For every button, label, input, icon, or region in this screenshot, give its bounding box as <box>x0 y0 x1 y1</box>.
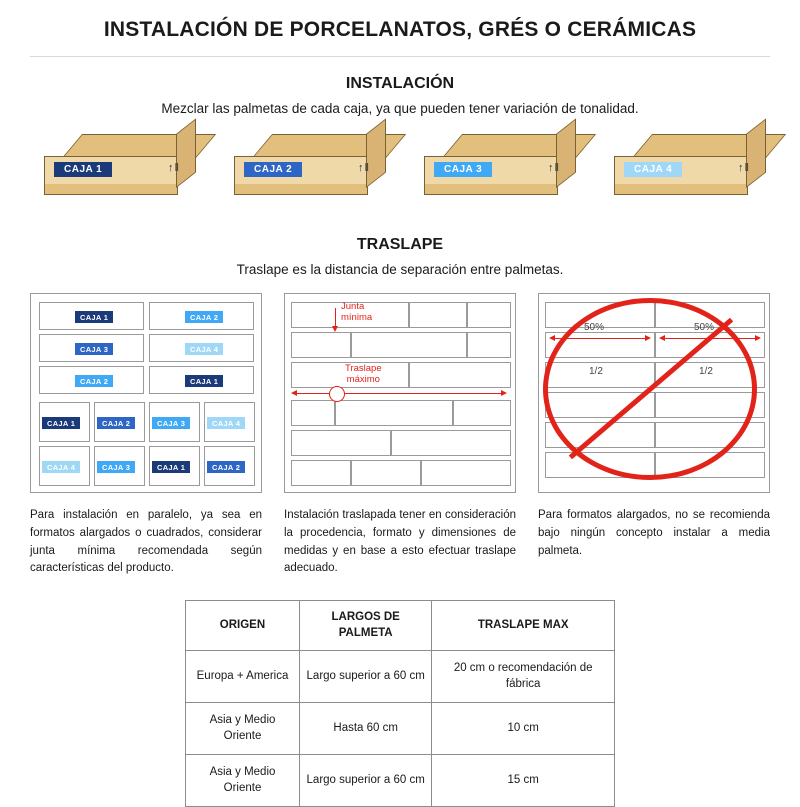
traslape-table-wrap <box>185 600 615 807</box>
table-cell-largo: Largo superior a 60 cm <box>299 755 431 807</box>
traslape-arrow-head-left <box>291 390 297 396</box>
tile-tag: CAJA 4 <box>207 417 245 429</box>
tile-tag: CAJA 3 <box>75 343 113 355</box>
traslape-arrow-head-right <box>501 390 507 396</box>
table-cell-largo: Hasta 60 cm <box>299 703 431 755</box>
tile-tag: CAJA 2 <box>75 375 113 387</box>
table-header-largos: LARGOS DE PALMETA <box>299 601 431 651</box>
tile-tag: CAJA 2 <box>207 461 245 473</box>
traslape-arrow-line <box>297 393 503 394</box>
panel-half-offset-caption: Para formatos alargados, no se recomienda bajo ningún concepto instalar a media palmeta. <box>538 509 770 557</box>
section-install-title: INSTALACIÓN <box>345 75 455 92</box>
junta-minima-label: Junta mínima <box>341 301 373 323</box>
tile-tag: CAJA 1 <box>185 375 223 387</box>
fragile-icons-4: ↑‖ <box>737 162 750 174</box>
half-measure-head-right-b <box>755 335 761 341</box>
traslape-joint-marker <box>329 386 345 402</box>
junta-arrow-line <box>335 308 336 328</box>
section-traslape-title: TRASLAPE <box>356 236 444 253</box>
table-cell-traslape: 20 cm o recomendación de fábrica <box>432 651 615 703</box>
panel-offset-caption: Instalación traslapada tener en consideración la procedencia, formato y dimensiones de medidas y en base a esto efectuar traslape adecuado. <box>284 509 516 575</box>
table-cell-origen: Asia y Medio Oriente <box>186 755 300 807</box>
panel-parallel-art <box>30 293 262 493</box>
table-header-origen: ORIGEN <box>186 601 300 651</box>
panel-half-offset <box>538 293 770 578</box>
panel-parallel-caption: Para instalación en paralelo, ya sea en formatos alargados o cuadrados, considerar junta mínima recomendada según características del producto. <box>30 509 262 575</box>
table-row <box>186 651 615 703</box>
panel-parallel <box>30 293 262 578</box>
pct-right: 50% <box>694 322 715 333</box>
carton-box-3 <box>424 134 574 204</box>
tile-tag: CAJA 3 <box>97 461 135 473</box>
traslape-table <box>185 600 615 807</box>
carton-label-4: CAJA 4 <box>624 162 682 177</box>
boxes-row <box>30 134 770 214</box>
carton-label-2: CAJA 2 <box>244 162 302 177</box>
junta-arrow-head <box>332 326 338 332</box>
tile-tag: CAJA 3 <box>152 417 190 429</box>
table-header-traslape: TRASLAPE MAX <box>432 601 615 651</box>
frac-left: 1/2 <box>589 366 603 377</box>
tile-tag: CAJA 4 <box>42 461 80 473</box>
frac-right: 1/2 <box>699 366 713 377</box>
carton-box-2 <box>234 134 384 204</box>
half-measure-head-left-a <box>549 335 555 341</box>
title-divider <box>30 56 770 57</box>
table-cell-origen: Europa + America <box>186 651 300 703</box>
pct-left: 50% <box>584 322 605 333</box>
tile-tag: CAJA 4 <box>185 343 223 355</box>
panels-row <box>30 293 770 578</box>
panel-offset-art <box>284 293 516 493</box>
page-title: INSTALACIÓN DE PORCELANATOS, GRÉS O CERÁMICAS <box>103 18 697 41</box>
fragile-icons-3: ↑‖ <box>547 162 560 174</box>
fragile-icons-2: ↑‖ <box>357 162 370 174</box>
carton-box-1 <box>44 134 194 204</box>
table-cell-largo: Largo superior a 60 cm <box>299 651 431 703</box>
carton-label-3: CAJA 3 <box>434 162 492 177</box>
traslape-maximo-label: Traslape máximo <box>345 363 382 385</box>
tile-tag: CAJA 1 <box>42 417 80 429</box>
fragile-icons-1: ↑‖ <box>167 162 180 174</box>
table-row <box>186 703 615 755</box>
section-install-subtitle: Mezclar las palmetas de cada caja, ya que pueden tener variación de tonalidad. <box>161 101 639 116</box>
section-traslape-subtitle: Traslape es la distancia de separación entre palmetas. <box>236 262 564 277</box>
panel-half-offset-art <box>538 293 770 493</box>
table-cell-traslape: 15 cm <box>432 755 615 807</box>
table-cell-origen: Asia y Medio Oriente <box>186 703 300 755</box>
table-cell-traslape: 10 cm <box>432 703 615 755</box>
tile-tag: CAJA 2 <box>185 311 223 323</box>
tile-tag: CAJA 1 <box>152 461 190 473</box>
carton-box-4 <box>614 134 764 204</box>
tile-tag: CAJA 1 <box>75 311 113 323</box>
panel-offset <box>284 293 516 578</box>
carton-label-1: CAJA 1 <box>54 162 112 177</box>
table-header-row <box>186 601 615 651</box>
tile-tag: CAJA 2 <box>97 417 135 429</box>
table-row <box>186 755 615 807</box>
